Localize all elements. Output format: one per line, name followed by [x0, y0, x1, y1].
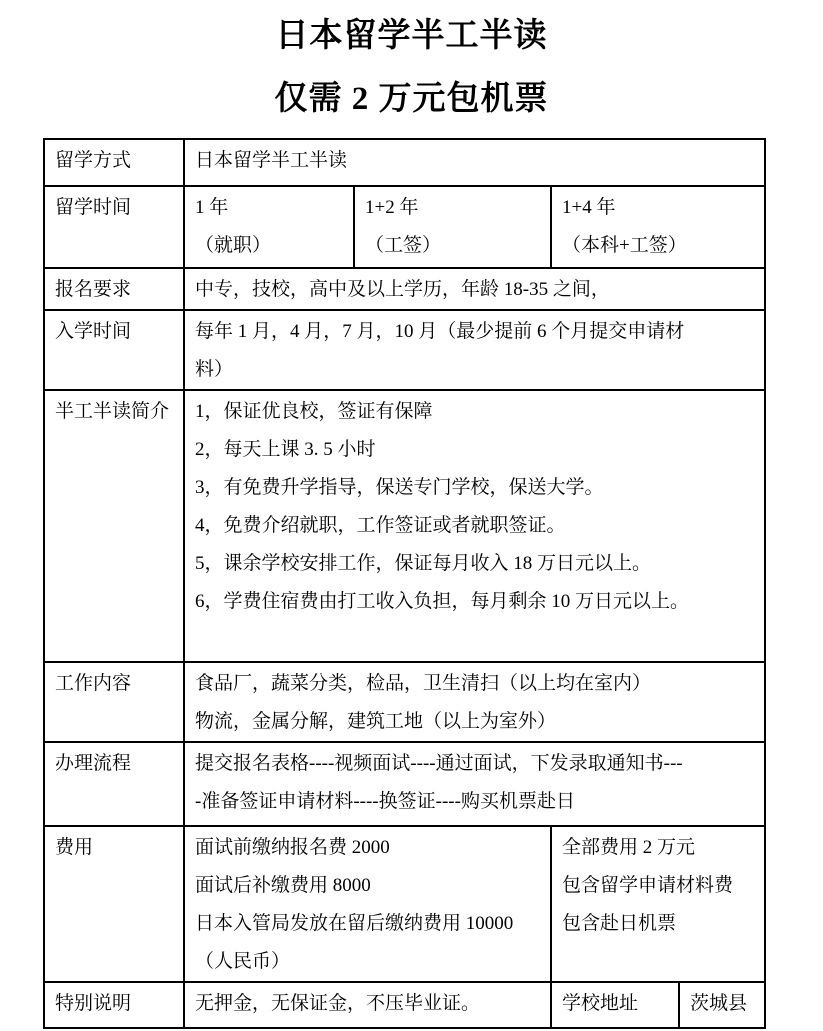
school-address-label: 学校地址	[562, 993, 639, 1014]
intro-item-5: 5，课余学校安排工作，保证每月收入 18 万日元以上。	[195, 553, 652, 574]
fees-label: 费用	[55, 837, 94, 858]
title-line-1: 日本留学半工半读	[275, 18, 548, 54]
requirements-label: 报名要求	[55, 279, 132, 300]
work-content-label: 工作内容	[55, 673, 132, 694]
intro-item-6: 6，学费住宿费由打工收入负担，每月剩余 10 万日元以上。	[195, 591, 690, 612]
cell-enrollment-time-value	[184, 310, 765, 390]
fees-total-1: 全部费用 2 万元	[562, 837, 696, 858]
cell-work-content-label	[44, 662, 184, 742]
process-line-1: 提交报名表格----视频面试----通过面试，下发录取通知书---	[195, 753, 683, 774]
cell-fees-total	[551, 826, 765, 982]
requirements-value: 中专，技校，高中及以上学历，年龄 18-35 之间，	[195, 279, 610, 300]
row-work-content	[44, 662, 765, 742]
cell-requirements-label	[44, 268, 184, 310]
duration-3-note: （本科+工签）	[562, 235, 687, 256]
work-content-line-2: 物流，金属分解，建筑工地（以上为室外）	[195, 711, 557, 732]
fees-total-2: 包含留学申请材料费	[562, 875, 734, 896]
duration-3-value: 1+4 年	[562, 197, 616, 218]
study-method-label: 留学方式	[55, 150, 132, 171]
row-intro	[44, 390, 765, 662]
process-label: 办理流程	[55, 753, 132, 774]
row-study-method	[44, 139, 765, 186]
cell-duration-option-2	[354, 186, 551, 268]
intro-label: 半工半读简介	[55, 401, 170, 422]
duration-1-value: 1 年	[195, 197, 229, 218]
row-study-duration	[44, 186, 765, 268]
enrollment-time-line-1: 每年 1 月，4 月，7 月，10 月（最少提前 6 个月提交申请材	[195, 321, 685, 342]
program-info-table	[43, 138, 766, 1029]
cell-process-value	[184, 742, 765, 826]
intro-item-1: 1，保证优良校，签证有保障	[195, 401, 433, 422]
row-process	[44, 742, 765, 826]
row-enrollment-time	[44, 310, 765, 390]
cell-intro-label	[44, 390, 184, 662]
intro-item-2: 2，每天上课 3. 5 小时	[195, 439, 376, 460]
intro-item-4: 4，免费介绍就职，工作签证或者就职签证。	[195, 515, 566, 536]
document-title	[0, 0, 823, 121]
fees-breakdown-4: （人民币）	[195, 951, 291, 972]
special-note-value: 无押金，无保证金，不压毕业证。	[195, 993, 481, 1014]
cell-special-note-value	[184, 982, 551, 1028]
cell-study-duration-label	[44, 186, 184, 268]
enrollment-time-line-2: 料）	[195, 359, 234, 380]
study-duration-label: 留学时间	[55, 197, 132, 218]
fees-total-3: 包含赴日机票	[562, 913, 677, 934]
duration-1-note: （就职）	[195, 235, 272, 256]
fees-breakdown-1: 面试前缴纳报名费 2000	[195, 837, 390, 858]
cell-duration-option-1	[184, 186, 354, 268]
duration-2-value: 1+2 年	[365, 197, 419, 218]
fees-breakdown-2: 面试后补缴费用 8000	[195, 875, 371, 896]
study-method-value: 日本留学半工半读	[195, 150, 348, 171]
cell-study-method-value	[184, 139, 765, 186]
cell-study-method-label	[44, 139, 184, 186]
cell-fees-label	[44, 826, 184, 982]
cell-duration-option-3	[551, 186, 765, 268]
duration-2-note: （工签）	[365, 235, 442, 256]
intro-item-3: 3，有免费升学指导，保送专门学校，保送大学。	[195, 477, 604, 498]
title-line-2: 仅需 2 万元包机票	[274, 81, 549, 117]
row-requirements	[44, 268, 765, 310]
process-line-2: -准备签证申请材料----换签证----购买机票赴日	[195, 791, 575, 812]
work-content-line-1: 食品厂，蔬菜分类，检品，卫生清扫（以上均在室内）	[195, 673, 652, 694]
cell-requirements-value	[184, 268, 765, 310]
cell-fees-breakdown	[184, 826, 551, 982]
enrollment-time-label: 入学时间	[55, 321, 132, 342]
fees-breakdown-3: 日本入管局发放在留后缴纳费用 10000	[195, 913, 514, 934]
cell-school-address-value	[679, 982, 765, 1028]
cell-work-content-value	[184, 662, 765, 742]
cell-special-note-label	[44, 982, 184, 1028]
cell-process-label	[44, 742, 184, 826]
special-note-label: 特别说明	[55, 993, 132, 1014]
school-address-value: 茨城县	[690, 993, 748, 1014]
cell-intro-value	[184, 390, 765, 662]
cell-enrollment-time-label	[44, 310, 184, 390]
row-fees	[44, 826, 765, 982]
row-special-note	[44, 982, 765, 1028]
cell-school-address-label	[551, 982, 679, 1028]
